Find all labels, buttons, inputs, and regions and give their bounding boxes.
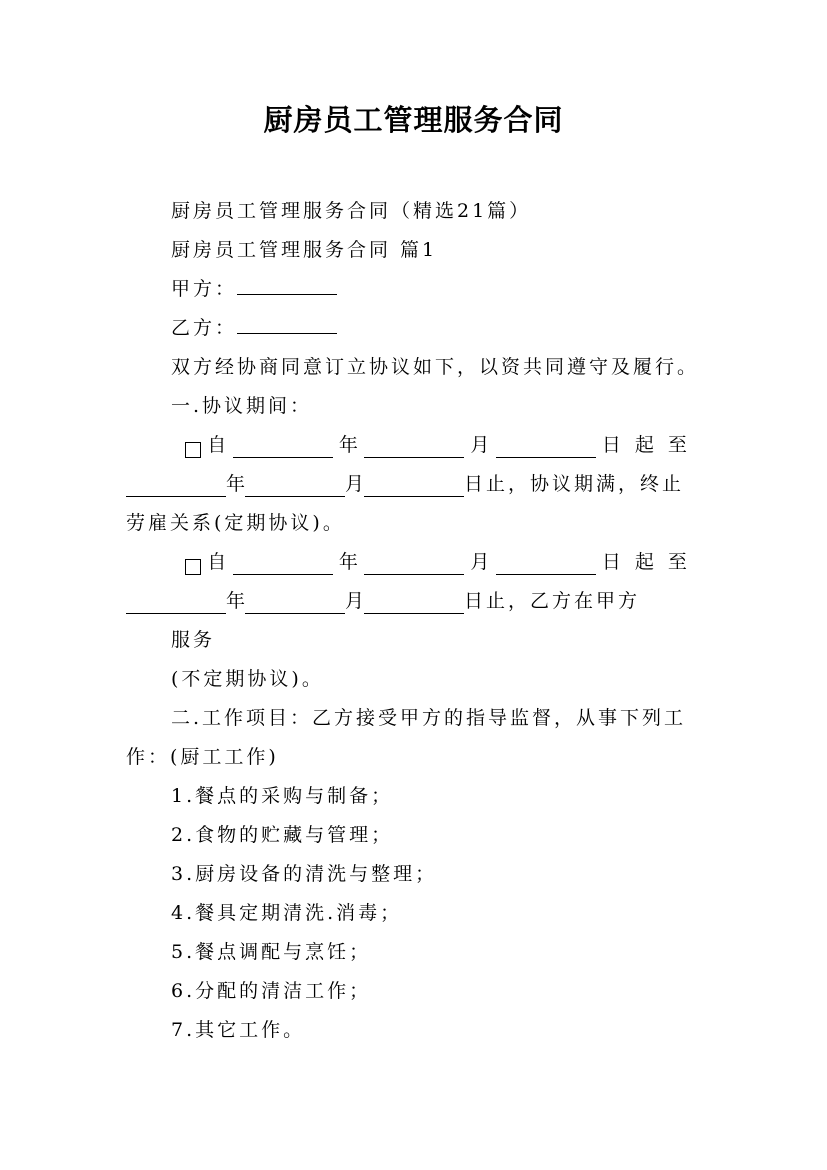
option2-month: 月 (470, 551, 490, 573)
checkbox-option1[interactable] (185, 442, 201, 458)
intro-text: 双方经协商同意订立协议如下，以资共同遵守及履行。 (171, 356, 700, 378)
document-subtitle: 厨房员工管理服务合同（精选21篇） (171, 200, 532, 222)
option2-continuation-2: (不定期协议)。 (171, 668, 324, 690)
list-item: 4.餐具定期清洗.消毒； (171, 902, 403, 924)
list-item: 7.其它工作。 (171, 1019, 306, 1041)
option2-continuation-1: 服务 (171, 629, 216, 651)
party-b-line (171, 315, 337, 341)
option1-year-blank (233, 439, 333, 458)
option1-day2-blank (364, 478, 464, 497)
option1-year: 年 (338, 434, 358, 456)
option1-month2-blank (245, 478, 345, 497)
option2-day-blank (496, 556, 596, 575)
clause1-heading: 一.协议期间： (171, 395, 313, 417)
party-a-line (171, 276, 337, 302)
option1-continuation: 劳雇关系(定期协议)。 (126, 512, 345, 534)
party-b-blank (237, 315, 337, 334)
list-item: 1.餐点的采购与制备； (171, 785, 394, 807)
section-heading: 厨房员工管理服务合同 篇1 (171, 239, 438, 261)
option2-self: 自 (207, 551, 227, 573)
checkbox-option2[interactable] (185, 559, 201, 575)
option1-row2 (126, 471, 684, 497)
option1-row1 (185, 432, 701, 458)
option2-year: 年 (338, 551, 358, 573)
option2-month2: 月 (345, 590, 365, 612)
option1-day-blank (496, 439, 596, 458)
option2-end: 日止，乙方在甲方 (464, 590, 641, 612)
option2-row1 (185, 549, 701, 575)
list-item: 2.食物的贮藏与管理； (171, 824, 394, 846)
party-a-label: 甲方： (171, 278, 238, 300)
clause2-continuation: 作：(厨工工作) (126, 746, 279, 768)
option2-month-blank (364, 556, 464, 575)
option2-row2 (126, 588, 640, 614)
option2-day2-blank (364, 595, 464, 614)
list-item: 6.分配的清洁工作； (171, 980, 372, 1002)
option1-month2: 月 (345, 473, 365, 495)
option2-year2: 年 (226, 590, 246, 612)
party-b-label: 乙方： (171, 317, 238, 339)
option2-year2-blank (126, 595, 226, 614)
document-title: 厨房员工管理服务合同 (263, 103, 564, 137)
option1-month: 月 (470, 434, 490, 456)
option1-year2-blank (126, 478, 226, 497)
list-item: 3.厨房设备的清洗与整理； (171, 863, 438, 885)
clause2-heading: 二.工作项目：乙方接受甲方的指导监督，从事下列工 (171, 707, 687, 729)
option2-year-blank (233, 556, 333, 575)
option1-self: 自 (207, 434, 227, 456)
option2-day-from: 日起至 (601, 551, 701, 573)
party-a-blank (237, 276, 337, 295)
option1-month-blank (364, 439, 464, 458)
list-item: 5.餐点调配与烹饪； (171, 941, 372, 963)
option1-day-from: 日起至 (601, 434, 701, 456)
option2-month2-blank (245, 595, 345, 614)
option1-year2: 年 (226, 473, 246, 495)
option1-end: 日止，协议期满，终止 (464, 473, 685, 495)
